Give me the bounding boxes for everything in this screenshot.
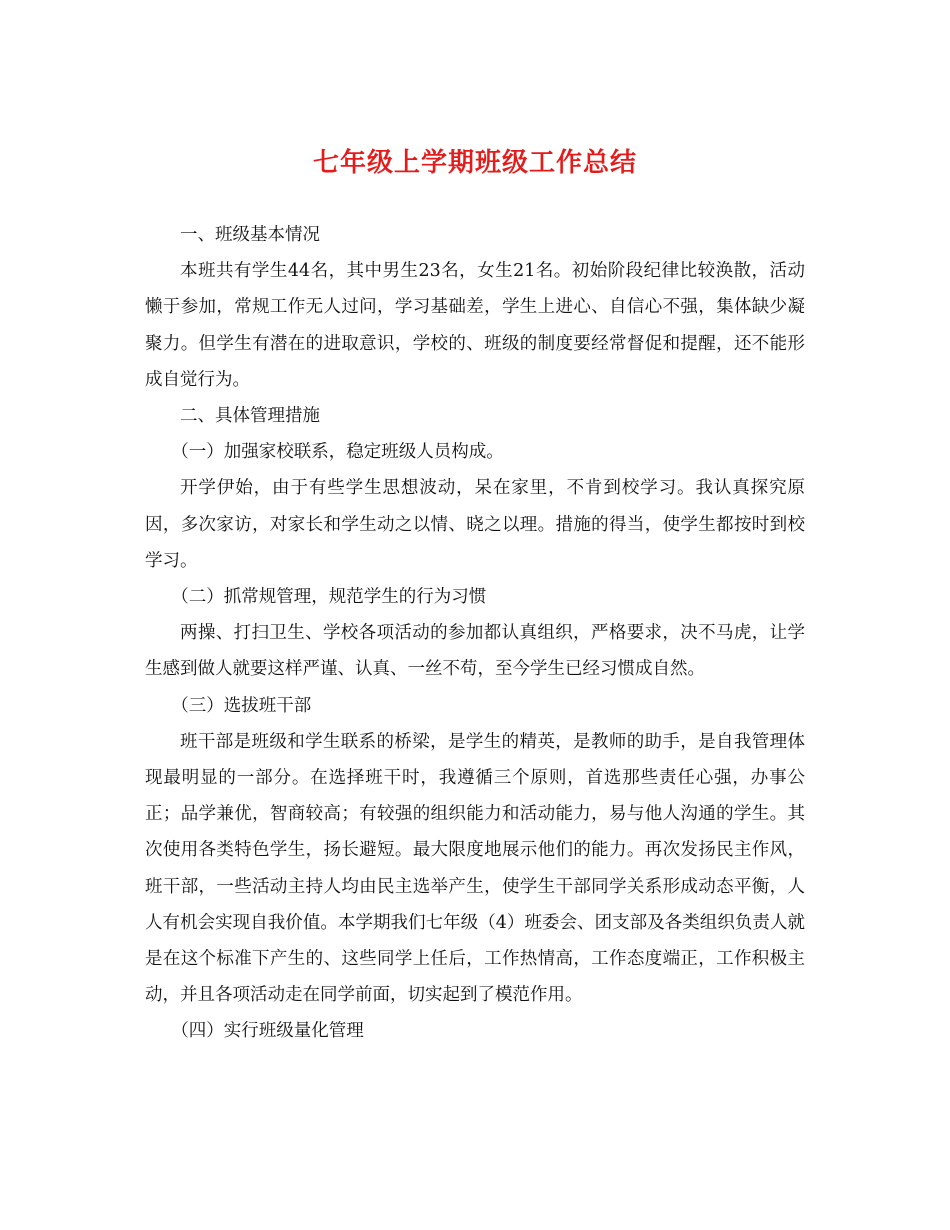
subheading-class-cadres: （三）选拔班干部 [171,695,312,716]
paragraph-class-cadres: 班干部是班级和学生联系的桥梁，是学生的精英，是教师的助手，是自我管理体现最明显的一部分。在选择班干时，我遵循三个原则，首选那些责任心强，办事公正；品学兼优，智商较高；有较强的组织能力和活动能力，易与他人沟通的学生。其次使用各类特色学生，扬长避短。最大限度地展示他们的能力。再次发扬民主作风，班干部，一些活动主持人均由民主选举产生，使学生干部同学关系形成动态平衡，人人有机会实现自我价值。本学期我们七年级（4）班委会、团支部及各类组织负责人就是在这个标准下产生的、这些同学上任后，工作热情高，工作态度端正，工作积极主动，并且各项活动走在同学前面，切实起到了模范作用。 [145,731,805,1006]
subheading-routine-management: （二）抓常规管理，规范学生的行为习惯 [171,587,487,608]
section-heading-measures: 二、具体管理措施 [180,406,320,427]
paragraph-routine-management: 两操、打扫卫生、学校各项活动的参加都认真组织，严格要求，决不马虎，让学生感到做人就要这样严谨、认真、一丝不苟，至今学生已经习惯成自然。 [145,623,805,680]
section-heading-basic-info: 一、班级基本情况 [180,225,320,245]
document-title: 七年级上学期班级工作总结 [312,148,637,178]
subheading-home-school: （一）加强家校联系，稳定班级人员构成。 [171,442,504,463]
subheading-quantified-management: （四）实行班级量化管理 [171,1021,364,1042]
paragraph-basic-info: 本班共有学生44名，其中男生23名，女生21名。初始阶段纪律比较涣散，活动懒于参加，常规工作无人过问，学习基础差，学生上进心、自信心不强，集体缺少凝聚力。但学生有潜在的进取意识，学校的、班级的制度要经常督促和提醒，还不能形成自觉行为。 [145,261,805,390]
paragraph-home-school: 开学伊始，由于有些学生思想波动，呆在家里，不肯到校学习。我认真探究原因，多次家访，对家长和学生动之以情、晓之以理。措施的得当，使学生都按时到校学习。 [145,478,805,571]
document-body [145,217,805,1050]
